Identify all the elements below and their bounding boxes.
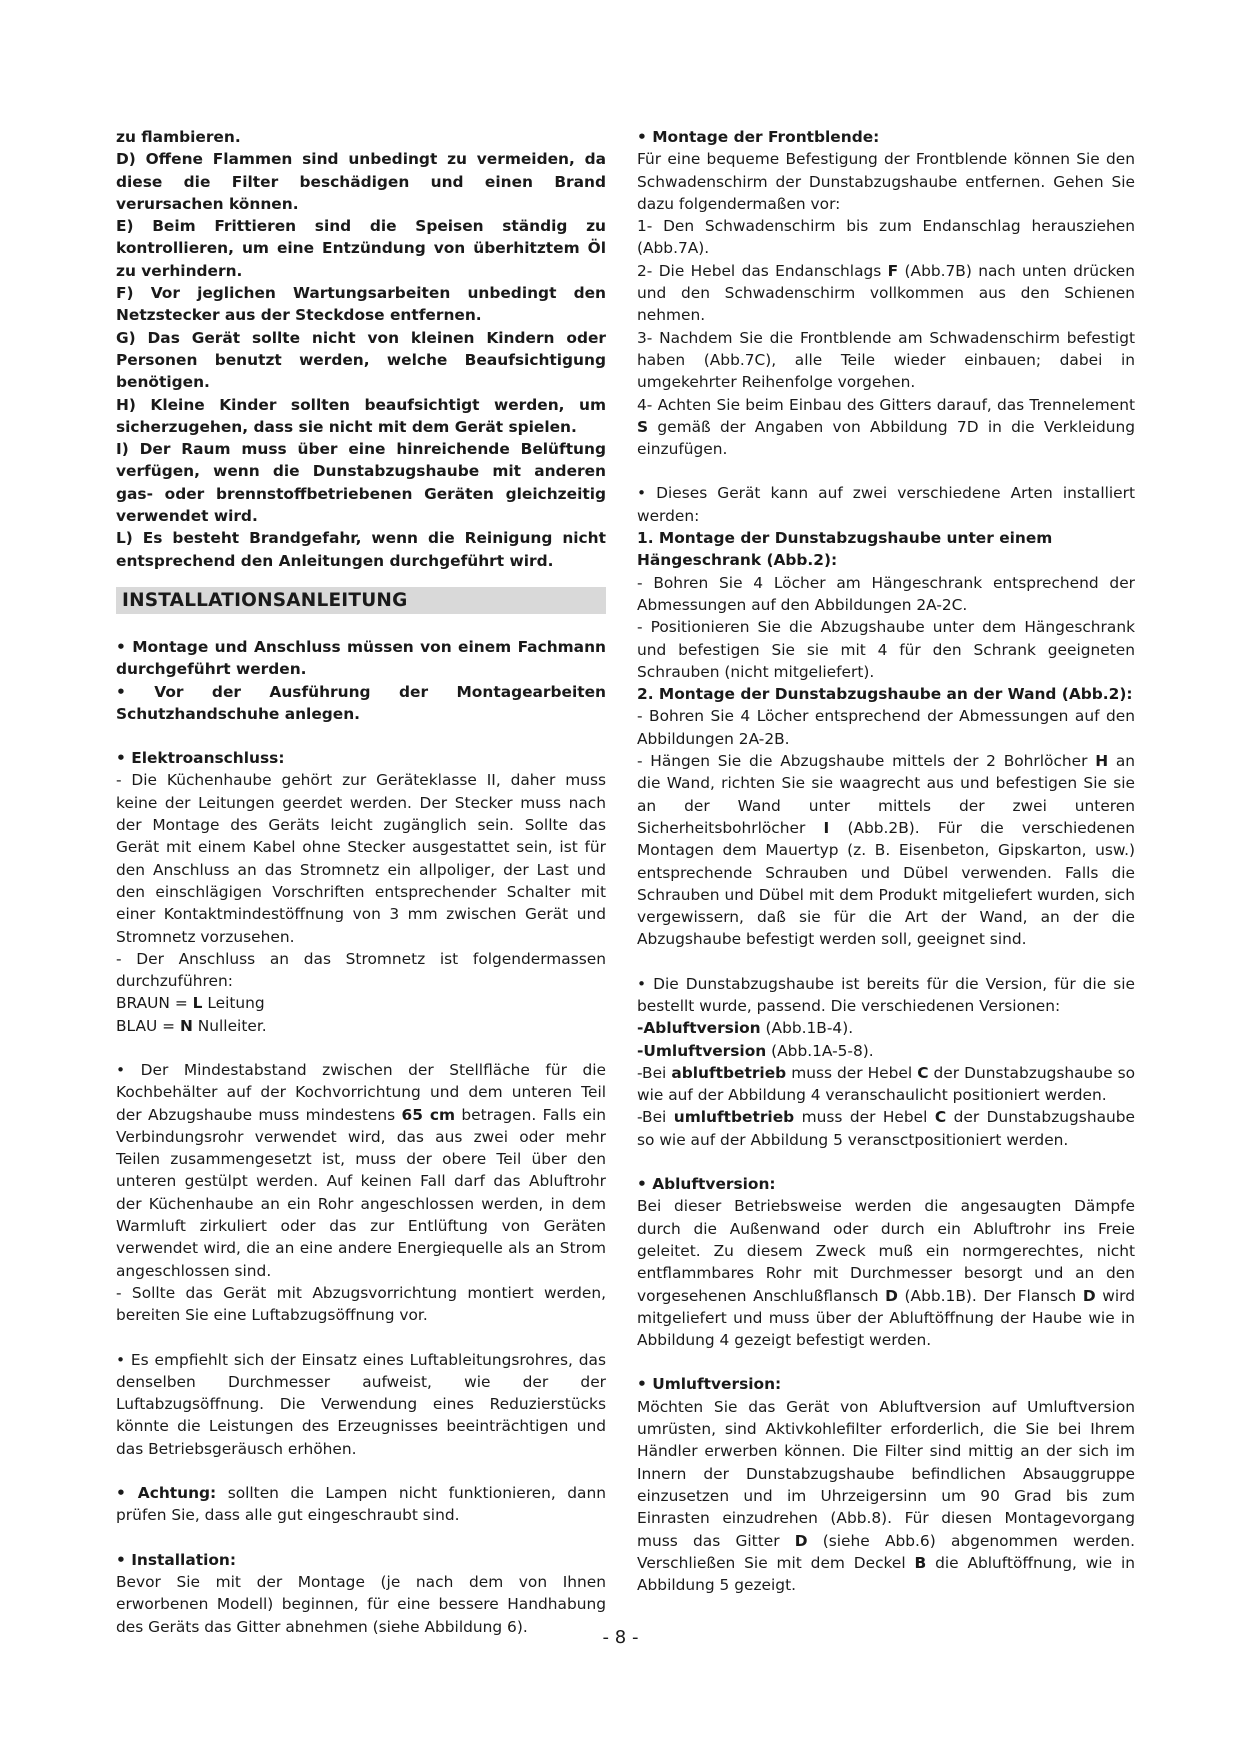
intro-fachmann: • Montage und Anschluss müssen von einem Fachmann durchgeführt werden.: [116, 637, 606, 679]
version-umluft: [637, 1040, 1135, 1062]
montage-2-b: [637, 750, 1135, 951]
left-column: [116, 126, 606, 1638]
right-column: [637, 126, 1135, 1596]
warning-e: E) Beim Frittieren sind die Speisen ständig zu kontrollieren, um eine Entzündung von überhitztem Öl zu verhindern.: [116, 217, 606, 280]
braun-desc: Leitung: [202, 994, 265, 1013]
warning-h: H) Kleine Kinder sollten beaufsichtigt werden, um sicherzugehen, dass sie nicht mit dem Gerät spielen.: [116, 395, 606, 436]
frontblende-step-3: 3- Nachdem Sie die Frontblende am Schwadenschirm befestigt haben (Abb.7C), alle Teile wieder einbauen; dabei in umgekehrter Reihenfolge vorgehen.: [637, 328, 1135, 392]
abluftversion-text: [637, 1195, 1135, 1351]
braun-l: L: [192, 994, 203, 1013]
achtung-label: • Achtung:: [116, 1484, 217, 1503]
mindestabstand-text: [116, 1059, 606, 1282]
frontblende-step-1: 1- Den Schwadenschirm bis zum Endanschlag herausziehen (Abb.7A).: [637, 217, 1135, 258]
montage-2-a: - Bohren Sie 4 Löcher entsprechend der Abmessungen auf den Abbildungen 2A-2B.: [637, 707, 1135, 748]
version-abluft: [637, 1017, 1135, 1039]
m2b-i: I: [823, 818, 830, 837]
montage-1-a: - Bohren Sie 4 Löcher am Hängeschrank entsprechend der Abmessungen auf den Abbildungen 2A-2C.: [637, 573, 1135, 614]
step-4-s: S: [637, 417, 649, 436]
warning-c-end: zu flambieren.: [116, 128, 241, 146]
abzug-text: - Sollte das Gerät mit Abzugsvorrichtung montiert werden, bereiten Sie eine Luftabzugsöffnung vor.: [116, 1283, 606, 1325]
step-2-f: F: [887, 261, 899, 280]
blau-n: N: [179, 1016, 193, 1035]
step-2-post: (Abb.7B) nach unten drücken und den Schwadenschirm vollkommen aus den Schienen nehmen.: [637, 261, 1135, 325]
montage-1-b: - Positionieren Sie die Abzugshaube unter dem Hängeschrank und befestigen Sie sie mit 4 für den Schrank geeigneten Schrauben (nicht mitgeliefert).: [637, 618, 1135, 681]
abluft-pre: Bei dieser Betriebsweise werden die angesaugten Dämpfe durch die Außenwand oder durch ein Abluftrohr ins Freie geleitet. Zu diesem Zweck muß ein normgerechtes, nicht entflammbares Rohr mit Durchmesser besorgt und an den vorgesehenen Anschlußflansch: [637, 1197, 1135, 1305]
elektro-text: - Die Küchenhaube gehört zur Geräteklasse II, daher muss keine der Leitungen geerdet werden. Der Stecker muss nach der Montage des Geräts leicht zugänglich sein. Sollte das Gerät mit einem Kabel ohne Stecker ausgestattet sein, ist für den Anschluss an das Stromnetz ein allpoliger, der Last und den einschlägigen Vorschriften entsprechender Schalter mit einer Kontaktmindestöffnung von 3 mm zwischen Gerät und Stromnetz vorzusehen.: [116, 771, 606, 946]
umluftversion-title: • Umluftversion:: [637, 1375, 782, 1394]
frontblende-intro: Für eine bequeme Befestigung der Frontblende können Sie den Schwadenschirm der Dunstabzugshaube entfernen. Gehen Sie dazu folgendermaßen vor:: [637, 150, 1135, 213]
montage-1-title: 1. Montage der Dunstabzugshaube unter einem Hängeschrank (Abb.2):: [637, 529, 1053, 570]
frontblende-title: • Montage der Frontblende:: [637, 128, 880, 146]
ab-bold: abluftbetrieb: [671, 1063, 787, 1082]
frontblende-step-4: [637, 394, 1135, 461]
abluft-d1: D: [885, 1286, 898, 1305]
achtung-text: [116, 1482, 606, 1527]
um-bold: umluftbetrieb: [673, 1108, 795, 1127]
um-mid: muss der Hebel: [794, 1108, 935, 1127]
m2b-pre: - Hängen Sie die Abzugshaube mittels der 2 Bohrlöcher: [637, 752, 1096, 771]
umluft-post: die Abluftöffnung, wie in Abbildung 5 gezeigt.: [637, 1553, 1135, 1595]
versionen-intro: • Die Dunstabzugshaube ist bereits für die Version, für die sie bestellt wurde, passend. Die verschiedenen Versionen:: [637, 974, 1135, 1015]
umluft-mid: (siehe Abb.6) abgenommen werden. Verschließen Sie mit dem Deckel: [637, 1531, 1135, 1572]
warning-i: I) Der Raum muss über eine hinreichende Belüftung verfügen, wenn die Dunstabzugshaube mit anderen gas- oder brennstoffbetriebenen Geräten gleichzeitig verwendet wird.: [116, 440, 606, 526]
braun-line: [116, 992, 606, 1014]
abstand-post: betragen. Falls ein Verbindungsrohr verwendet wird, das aus zwei oder mehr Teilen zusammengesetzt ist, muss der obere Teil über den unteren gestülpt werden. Auf keinen Fall darf das Abluftrohr der Küchenhaube an ein Rohr angeschlossen werden, in dem Warmluft zirkuliert oder das zur Entlüftung von Geräten verwendet wird, die an eine andere Energiequelle als an Strom angeschlossen sind.: [116, 1105, 606, 1280]
umluft-d: D: [794, 1531, 808, 1550]
abluftbetrieb-text: [637, 1062, 1135, 1107]
ab-c: C: [917, 1063, 929, 1082]
elektro-title: • Elektroanschluss:: [116, 749, 285, 768]
umluft-pre: Möchten Sie das Gerät von Abluftversion auf Umluftversion umrüsten, sind Aktivkohlefilter erforderlich, die Sie bei Ihrem Händler erwerben können. Die Filter sind mittig an der sich im Innern der Dunstabzugshaube befindlichen Absauggruppe einzusetzen und im Uhrzeigersinn um 90 Grad bis zum Einrasten einzudrehen (Abb.8). Für diesen Montagevorgang muss das Gitter: [637, 1397, 1135, 1550]
achtung-body: sollten die Lampen nicht funktionieren, dann prüfen Sie, dass alle gut eingeschraubt sind.: [116, 1484, 606, 1525]
abluftversion-title: • Abluftversion:: [637, 1175, 776, 1194]
blau-desc: Nulleiter.: [192, 1016, 267, 1035]
warning-g: G) Das Gerät sollte nicht von kleinen Kindern oder Personen benutzt werden, welche Beaufsichtigung benötigen.: [116, 328, 606, 392]
version-umluft-label: -Umluftversion: [637, 1041, 767, 1060]
montage-2-title: 2. Montage der Dunstabzugshaube an der Wand (Abb.2):: [637, 685, 1133, 704]
um-pre: -Bei: [637, 1108, 674, 1127]
installation-text: Bevor Sie mit der Montage (je nach dem von Ihnen erworbenen Modell) beginnen, für eine bessere Handhabung des Geräts das Gitter abnehmen (siehe Abbildung 6).: [116, 1572, 606, 1636]
m2b-post: (Abb.2B). Für die verschiedenen Montagen dem Mauertyp (z. B. Eisenbeton, Gipskarton, usw.) entsprechende Schrauben und Dübel verwenden. Falls die Schrauben und Dübel mit dem Produkt mitgeliefert wurden, sich vergewissern, daß sie für die Art der Wand, an der die Abzugshaube befestigt werden soll, geeignet sind.: [637, 818, 1135, 949]
ab-pre: -Bei: [637, 1063, 672, 1082]
m2b-h: H: [1095, 752, 1109, 771]
abluft-mid: (Abb.1B). Der Flansch: [897, 1286, 1083, 1305]
step-2-pre: 2- Die Hebel das Endanschlags: [637, 261, 888, 280]
um-post: der Dunstabzugshaube so wie auf der Abbildung 5 veransctpositioniert werden.: [637, 1108, 1135, 1149]
anschluss-text: - Der Anschluss an das Stromnetz ist folgendermassen durchzuführen:: [116, 949, 606, 991]
abluft-d2: D: [1082, 1286, 1096, 1305]
intro-schutzhandschuhe: • Vor der Ausführung der Montagearbeiten Schutzhandschuhe anlegen.: [116, 682, 606, 723]
luftableitung-text: • Es empfiehlt sich der Einsatz eines Luftableitungsrohres, das denselben Durchmesser aufweist, wie der der Luftabzugsöffnung. Die Verwendung eines Reduzierstücks könnte die Leistungen des Erzeugnisses beeinträchtigen und das Betriebsgeräusch erhöhen.: [116, 1350, 606, 1458]
blau-line: [116, 1015, 606, 1037]
version-abluft-ref: (Abb.1B-4).: [760, 1019, 854, 1038]
warning-d: D) Offene Flammen sind unbedingt zu vermeiden, da diese die Filter beschädigen und einen Brand verursachen können.: [116, 150, 606, 213]
page-number: - 8 -: [602, 1627, 639, 1648]
frontblende-step-2: [637, 260, 1135, 327]
abstand-value: 65 cm: [401, 1105, 455, 1124]
ab-post: der Dunstabzugshaube so wie auf der Abbildung 4 veranschaulicht positioniert werden.: [637, 1063, 1136, 1105]
warning-l: L) Es besteht Brandgefahr, wenn die Reinigung nicht entsprechend den Anleitungen durchgeführt wird.: [116, 529, 606, 570]
abluft-post: wird mitgeliefert und muss über der Abluftöffnung der Haube wie in Abbildung 4 gezeigt befestigt werden.: [637, 1286, 1135, 1350]
version-umluft-ref: (Abb.1A-5-8).: [766, 1041, 874, 1060]
installationsarten-text: • Dieses Gerät kann auf zwei verschiedene Arten installiert werden:: [637, 484, 1135, 525]
step-4-post: gemäß der Angaben von Abbildung 7D in die Verkleidung einzufügen.: [637, 417, 1135, 459]
m2b-mid: an die Wand, richten Sie sie waagrecht aus und befestigen Sie sie an der Wand unter mittels der zwei unteren Sicherheitsbohrlöcher: [637, 752, 1136, 837]
umluftbetrieb-text: [637, 1106, 1135, 1151]
installation-title: • Installation:: [116, 1550, 237, 1569]
version-abluft-label: -Abluftversion: [637, 1019, 761, 1038]
abstand-pre: • Der Mindestabstand zwischen der Stellfläche für die Kochbehälter auf der Kochvorrichtung und dem unteren Teil der Abzugshaube muss mindestens: [116, 1060, 606, 1124]
umluft-b: B: [914, 1553, 927, 1572]
section-heading-installation: INSTALLATIONSANLEITUNG: [116, 587, 606, 614]
umluftversion-text: [637, 1396, 1135, 1597]
blau-label: BLAU =: [116, 1016, 180, 1035]
um-c: C: [934, 1108, 947, 1127]
step-4-pre: 4- Achten Sie beim Einbau des Gitters darauf, das Trennelement: [637, 395, 1135, 414]
warning-f: F) Vor jeglichen Wartungsarbeiten unbedingt den Netzstecker aus der Steckdose entfernen.: [116, 284, 606, 325]
braun-label: BRAUN =: [116, 994, 193, 1013]
ab-mid: muss der Hebel: [786, 1063, 918, 1082]
